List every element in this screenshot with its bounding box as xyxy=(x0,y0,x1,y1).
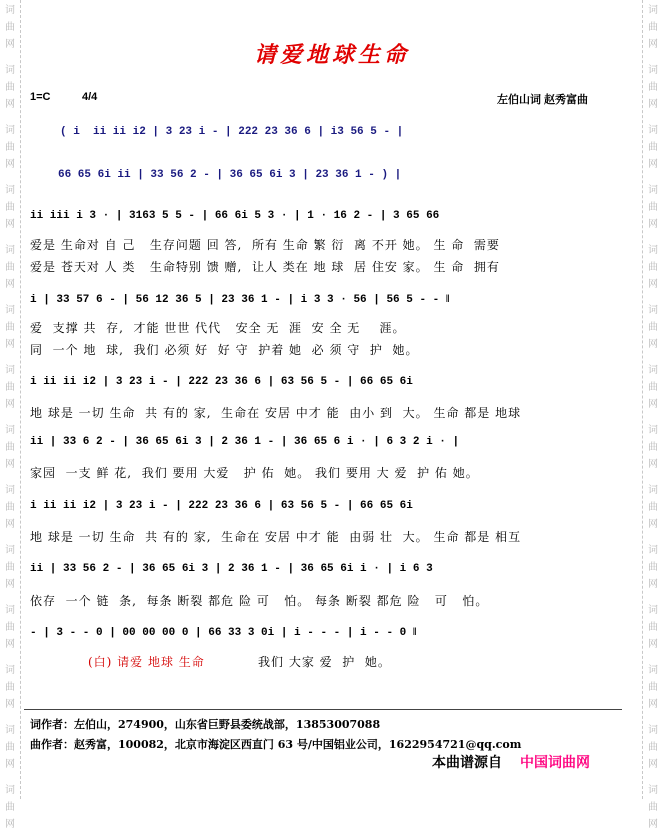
watermark-glyph: 曲 xyxy=(5,142,15,153)
watermark-glyph: 词 xyxy=(648,185,658,196)
lyric-line-7: 我们 大家 爱 护 她。 xyxy=(258,655,391,669)
source-label: 本曲谱源自 xyxy=(432,755,502,771)
notation-line-3: i ii ii i2 | 3 23 i - | 222 23 36 6 | 63 56 5 - | 66 65 6i xyxy=(30,376,413,388)
watermark-glyph: 词 xyxy=(648,65,658,76)
watermark-glyph: 词 xyxy=(648,365,658,376)
watermark-glyph: 词 xyxy=(648,785,658,796)
source-brand-link[interactable]: 中国词曲网 xyxy=(520,755,590,771)
watermark-glyph: 曲 xyxy=(648,22,658,33)
watermark-glyph: 词 xyxy=(5,185,15,196)
watermark-glyph: 网 xyxy=(648,519,658,530)
watermark-glyph: 网 xyxy=(5,579,15,590)
watermark-glyph: 曲 xyxy=(648,682,658,693)
watermark-glyph: 网 xyxy=(648,819,658,830)
watermark-glyph: 曲 xyxy=(648,82,658,93)
watermark-glyph: 曲 xyxy=(5,262,15,273)
watermark-glyph: 网 xyxy=(5,99,15,110)
watermark-glyph: 网 xyxy=(5,399,15,410)
watermark-glyph: 词 xyxy=(648,305,658,316)
key-signature: 1=C xyxy=(30,91,51,103)
watermark-glyph: 词 xyxy=(648,125,658,136)
watermark-glyph: 曲 xyxy=(648,622,658,633)
watermark-glyph: 网 xyxy=(648,639,658,650)
spoken-lyric: (白) 请爱 地球 生命 xyxy=(88,655,205,669)
watermark-glyph: 曲 xyxy=(648,442,658,453)
watermark-glyph: 词 xyxy=(5,425,15,436)
lyric-line-2b: 同 一个 地 球, 我们 必须 好 好 守 护着 她 必 须 守 护 她。 xyxy=(30,343,419,357)
watermark-glyph: 网 xyxy=(5,279,15,290)
watermark-glyph: 网 xyxy=(5,699,15,710)
watermark-glyph: 曲 xyxy=(648,742,658,753)
watermark-glyph: 曲 xyxy=(648,502,658,513)
source-attribution xyxy=(432,752,590,772)
watermark-glyph: 网 xyxy=(648,759,658,770)
watermark-glyph: 曲 xyxy=(5,442,15,453)
notation-line-1: ii iii i 3 · | 3163 5 5 - | 66 6i 5 3 · | 1 · 16 2 - | 3 65 66 xyxy=(30,210,440,222)
lyric-line-2a: 爱 支撑 共 存, 才能 世世 代代 安全 无 涯 安 全 无 涯。 xyxy=(30,321,406,335)
watermark-glyph: 词 xyxy=(648,545,658,556)
watermark-glyph: 网 xyxy=(5,819,15,830)
watermark-glyph: 网 xyxy=(5,459,15,470)
watermark-glyph: 曲 xyxy=(648,562,658,573)
intro-line-2: 66 65 6i ii | 33 56 2 - | 36 65 6i 3 | 23 36 1 - ) | xyxy=(58,169,402,181)
watermark-column-right xyxy=(642,0,663,830)
watermark-glyph: 网 xyxy=(5,639,15,650)
watermark-glyph: 网 xyxy=(648,339,658,350)
intro-line-1: ( i ii ii i2 | 3 23 i - | 222 23 36 6 | i3 56 5 - | xyxy=(60,126,404,138)
notation-line-6: ii | 33 56 2 - | 36 65 6i 3 | 2 36 1 - | 36 65 6i i · | i 6 3 xyxy=(30,563,433,575)
divider xyxy=(24,709,622,710)
watermark-glyph: 曲 xyxy=(5,322,15,333)
watermark-column-left xyxy=(0,0,21,830)
watermark-glyph: 词 xyxy=(5,125,15,136)
time-signature: 4/4 xyxy=(82,91,98,103)
watermark-glyph: 曲 xyxy=(648,262,658,273)
watermark-glyph: 词 xyxy=(5,5,15,16)
watermark-glyph: 网 xyxy=(648,699,658,710)
lyric-line-4: 家园 一支 鲜 花, 我们 要用 大爱 护 佑 她。 我们 要用 大 爱 护 佑 她。 xyxy=(30,466,479,480)
song-title: 请爱地球生命 xyxy=(253,42,410,68)
notation-line-2: i | 33 57 6 - | 56 12 36 5 | 23 36 1 - | i 3 3 · 56 | 56 5 - - ‖ xyxy=(30,294,450,306)
watermark-glyph: 词 xyxy=(648,485,658,496)
notation-line-5: i ii ii i2 | 3 23 i - | 222 23 36 6 | 63 56 5 - | 66 65 6i xyxy=(30,500,413,512)
watermark-glyph: 词 xyxy=(5,65,15,76)
watermark-glyph: 曲 xyxy=(5,682,15,693)
lyric-line-3: 地 球是 一切 生命 共 有的 家, 生命在 安居 中才 能 由小 到 大。 生命 都是 地球 xyxy=(30,406,522,420)
watermark-glyph: 网 xyxy=(648,399,658,410)
watermark-glyph: 曲 xyxy=(648,142,658,153)
watermark-glyph: 词 xyxy=(5,605,15,616)
composer-credit: 曲作者：赵秀富，100082，北京市海淀区西直门 63 号/中国铝业公司，1622954721@qq.com xyxy=(30,738,522,751)
watermark-glyph: 词 xyxy=(648,425,658,436)
watermark-glyph: 词 xyxy=(648,5,658,16)
watermark-glyph: 词 xyxy=(5,785,15,796)
watermark-glyph: 曲 xyxy=(648,802,658,813)
watermark-glyph: 曲 xyxy=(5,742,15,753)
watermark-glyph: 曲 xyxy=(5,622,15,633)
watermark-glyph: 词 xyxy=(5,245,15,256)
watermark-glyph: 词 xyxy=(5,305,15,316)
watermark-glyph: 词 xyxy=(5,665,15,676)
watermark-glyph: 词 xyxy=(648,245,658,256)
watermark-glyph: 网 xyxy=(5,339,15,350)
watermark-glyph: 网 xyxy=(648,99,658,110)
watermark-glyph: 曲 xyxy=(5,802,15,813)
lyric-line-1b: 爱是 苍天对 人 类 生命特别 馈 赠, 让人 类在 地 球 居 住安 家。 生 命 拥有 xyxy=(30,260,500,274)
watermark-glyph: 网 xyxy=(648,459,658,470)
lyric-line-6: 依存 一个 链 条, 每条 断裂 都危 险 可 怕。 每条 断裂 都危 险 可 怕。 xyxy=(30,594,489,608)
watermark-glyph: 曲 xyxy=(648,382,658,393)
watermark-glyph: 网 xyxy=(5,519,15,530)
watermark-glyph: 曲 xyxy=(5,202,15,213)
watermark-glyph: 词 xyxy=(648,605,658,616)
lyricist-credit: 词作者：左伯山，274900，山东省巨野县委统战部，13853007088 xyxy=(30,718,381,731)
watermark-glyph: 词 xyxy=(5,545,15,556)
watermark-glyph: 网 xyxy=(648,159,658,170)
watermark-glyph: 曲 xyxy=(5,382,15,393)
watermark-glyph: 网 xyxy=(648,579,658,590)
watermark-glyph: 曲 xyxy=(5,502,15,513)
watermark-glyph: 曲 xyxy=(5,562,15,573)
watermark-glyph: 网 xyxy=(648,279,658,290)
watermark-glyph: 词 xyxy=(5,485,15,496)
watermark-glyph: 网 xyxy=(648,39,658,50)
watermark-glyph: 曲 xyxy=(648,202,658,213)
watermark-glyph: 网 xyxy=(5,759,15,770)
watermark-glyph: 词 xyxy=(648,665,658,676)
watermark-glyph: 曲 xyxy=(5,82,15,93)
watermark-glyph: 网 xyxy=(5,159,15,170)
watermark-glyph: 网 xyxy=(5,219,15,230)
watermark-glyph: 曲 xyxy=(648,322,658,333)
watermark-glyph: 网 xyxy=(648,219,658,230)
watermark-glyph: 网 xyxy=(5,39,15,50)
authors: 左伯山词 赵秀富曲 xyxy=(497,94,589,106)
lyric-line-1a: 爱是 生命对 自 己 生存问题 回 答, 所有 生命 繁 衍 离 不开 她。 生 命 需要 xyxy=(30,238,500,252)
watermark-glyph: 词 xyxy=(648,725,658,736)
notation-line-7: - | 3 - - 0 | 00 00 00 0 | 66 33 3 0i | i - - - | i - - 0 ‖ xyxy=(30,627,417,639)
watermark-glyph: 曲 xyxy=(5,22,15,33)
watermark-glyph: 词 xyxy=(5,725,15,736)
watermark-glyph: 词 xyxy=(5,365,15,376)
notation-line-4: ii | 33 6 2 - | 36 65 6i 3 | 2 36 1 - | 36 65 6 i · | 6 3 2 i · | xyxy=(30,436,460,448)
lyric-line-5: 地 球是 一切 生命 共 有的 家, 生命在 安居 中才 能 由弱 壮 大。 生命 都是 相互 xyxy=(30,530,522,544)
